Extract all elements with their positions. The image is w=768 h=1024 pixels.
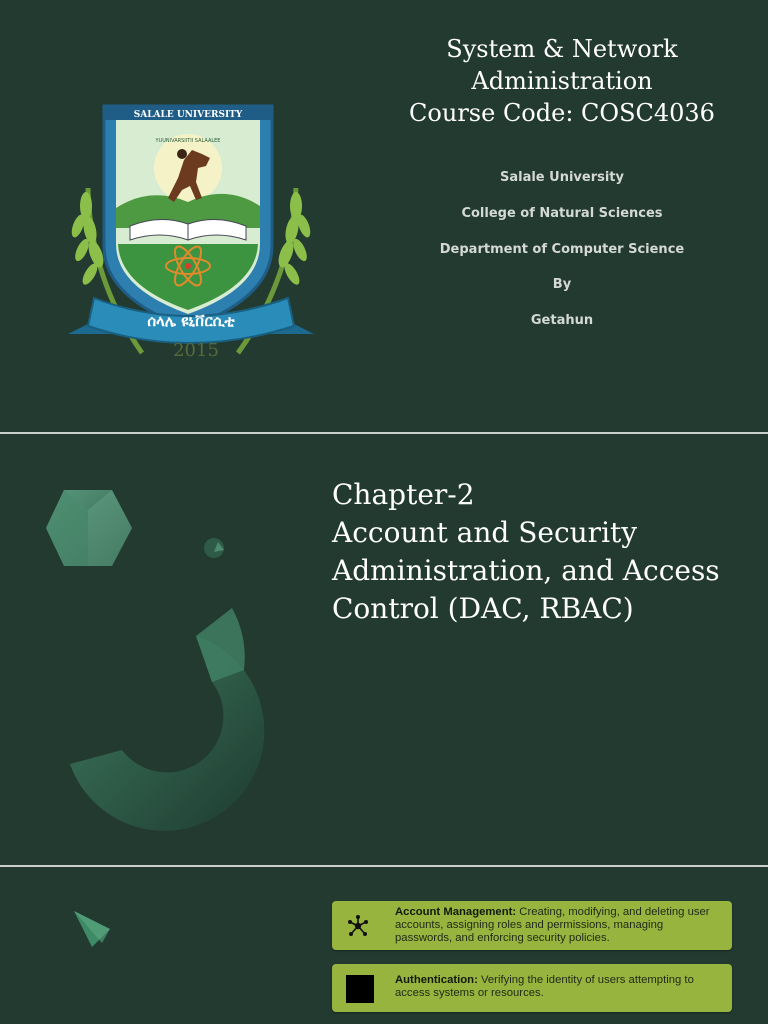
black-square-icon (346, 975, 374, 1003)
logo-ribbon-text: ሰላሌ ዩኒቨርሲቲ (147, 312, 235, 330)
course-code-line: Course Code: COSC4036 (409, 99, 715, 127)
university-name: Salale University (499, 170, 624, 185)
account-management-card (332, 901, 732, 950)
hexagon-shape (46, 490, 132, 566)
chapter-title-line: Account and Security (332, 516, 638, 549)
course-title-line: Administration (471, 67, 653, 95)
logo-banner-text: SALALE UNIVERSITY (133, 110, 243, 120)
card-heading: Authentication: (395, 974, 478, 986)
authentication-card (332, 964, 732, 1012)
course-title (392, 33, 732, 129)
course-title-line: System & Network (446, 35, 678, 63)
department-name: Department of Computer Science (439, 242, 685, 257)
card-description: Creating, modifying, and deleting user accounts, assigning roles and permissions, managing passwords, and enforcing security policies. (395, 906, 710, 944)
card-text (395, 974, 718, 1000)
network-hub-icon (346, 914, 370, 938)
card-heading: Account Management: (395, 906, 517, 918)
college-name: College of Natural Sciences (461, 206, 663, 221)
by-label: By (552, 277, 572, 292)
card-text (395, 906, 718, 945)
decorative-shapes (0, 434, 320, 865)
card-description: Verifying the identity of users attempting to access systems or resources. (395, 974, 694, 999)
chapter-title (332, 476, 752, 628)
arc-shape (70, 608, 264, 831)
chapter-title-line: Control (DAC, RBAC) (332, 592, 634, 625)
slide-overview (0, 867, 768, 1024)
pyramid-shape (72, 907, 116, 949)
salale-university-logo (60, 98, 322, 370)
logo-year: 2015 (173, 340, 219, 361)
author-name: Getahun (530, 313, 594, 328)
slide-cover (0, 0, 768, 432)
chapter-title-line: Administration, and Access (332, 554, 720, 587)
chapter-title-line: Chapter-2 (332, 478, 475, 511)
logo-motto-text: YUUNIVARSIITII SALAALEE (155, 138, 221, 144)
slide-chapter-title (0, 434, 768, 865)
